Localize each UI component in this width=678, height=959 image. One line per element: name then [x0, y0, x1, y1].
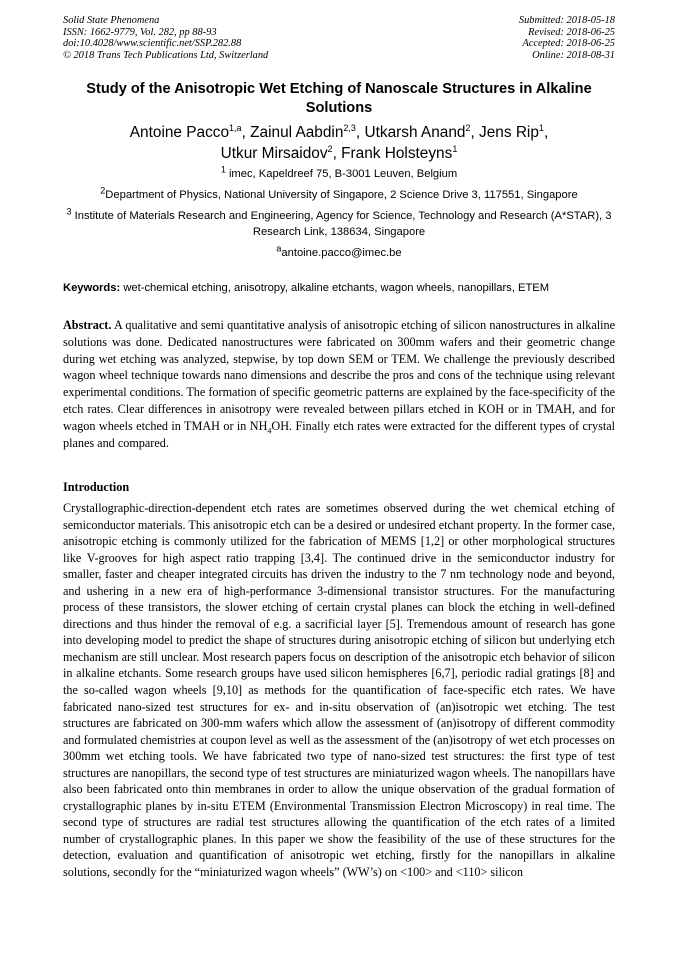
copyright-line: © 2018 Trans Tech Publications Ltd, Switzerland [63, 49, 269, 61]
keywords-text: wet-chemical etching, anisotropy, alkaline etchants, wagon wheels, nanopillars, ETEM [123, 282, 550, 294]
author-affiliation-mark: 1 [452, 143, 458, 154]
affiliation-3: $^3$ Institute of Materials Research and Engineering, Agency for Science, Technology and Research (A*STAR), 3 Research Link, 138634, Singapore [66, 206, 612, 238]
author-affiliation-mark: 1 [538, 122, 544, 133]
author-affiliation-mark: 1,a [229, 122, 242, 133]
author-affiliation-mark: 2 [327, 143, 333, 154]
author-affiliation-mark: 2,3 [343, 122, 356, 133]
accepted-date: Accepted: 2018-06-25 [522, 38, 615, 50]
online-date: Online: 2018-08-31 [532, 49, 615, 61]
affiliation-2: $^2$Department of Physics, National University of Singapore, 2 Science Drive 3, 117551, Singapore [100, 185, 578, 201]
author-name: Utkarsh Anand [364, 124, 466, 141]
author-name: Zainul Aabdin [250, 124, 344, 141]
keywords [63, 281, 615, 295]
author-affiliation-mark: 2 [465, 122, 471, 133]
author-name: Utkur Mirsaidov [220, 145, 328, 162]
author-name: Frank Holsteyns [341, 145, 453, 162]
affiliation-1: $^1$ imec, Kapeldreef 75, B-3001 Leuven, Belgium [220, 164, 458, 180]
corresponding-email[interactable]: $^a$antoine.pacco@imec.be [276, 243, 402, 259]
introduction-paragraph: Crystallographic-direction-dependent etch rates are sometimes observed during the wet chemical etching of semiconductor materials. This anisotropic etch can be a desired or undesired etchant property. In the former case, anisotropic etching is commonly utilized for the fabrication of MEMS [1,2] or other morphological structures like V-grooves for high aspect ratio trapping [3,4]. The continued drive in the semiconductor industry for smaller, faster and cheaper integrated circuits has driven the industry to the 7 nm technology node and beyond, and ushering in a new era of high-performance 3-dimensional transistor structures. For the manufacturing process of these transistors, the slower etching of certain crystal planes can block the etching in well-defined directions and thus hinder the removal of e.g. a sacrificial layer [5]. Tremendous amount of research has gone into developing model to predict the shape of structures during anisotropic etching of silicon but underlying etch mechanism are still unclear. Most research papers focus on description of the anisotropic etch behavior of silicon in alkaline etchants. Some research groups have used silicon hemispheres [6,7], periodic radial gratings [8] and the so-called wagon wheels [9,10] as methods for the quantification of face-specific etch rates. We have fabricated nano-sized test structures for ex- and in-situ observation of (an)isotropic wet etching. The test structures are fabricated on 300-mm wafers which allow the assessment of (an)isotropy of different commodity and formulated chemistries at coupon level as well as the assessment of the (an)isotropy of wet etch processes on 300mm wet etching tools. We have fabricated two type of nano-sized test structures: the first type of test structures are nanopillars, the second type of test structures are miniaturized wagon wheels. The nanopillars have also been fabricated onto thin membranes in order to allow the unique observation of the gradual formation of crystallographic planes by in-situ ETEM (Environmental Transmission Electron Microscopy) in real time. The second type of structures are radial test structures allowing the quantification of the etch rates of a limited number of crystallographic planes. In this paper we show the feasibility of the use of these structures for the detection, evaluation and quantification of anisotropic wet etching, firstly for the nanopillars in alkaline solutions, secondly for the “miniaturized wagon wheels” (WW’s) on <100> and <110> silicon [63, 501, 615, 880]
paper-title: Study of the Anisotropic Wet Etching of Nanoscale Structures in Alkaline Solutions [86, 81, 592, 116]
section-heading-introduction: Introduction [63, 480, 130, 494]
author-name: Antoine Pacco [129, 124, 230, 141]
abstract: Abstract. A qualitative and semi quantitative analysis of anisotropic etching of silicon nanostructures in alkaline solutions was done. Dedicated nanostructures were fabricated on 300mm wafers and their geometric change during wet etching was analyzed, stepwise, by top down SEM or TEM. We challenge the previously described wagon wheel technique towards nano dimensions and describe the pros and cons of the technique using relevant experimental conditions. The formation of specific geometric patterns are explained by the face-specificity of the etch rates. Clear differences in anisotropy were revealed between pillars etched in KOH or in TMAH, and for wagon wheels etched in TMAH or in $NH_4OH$. Finally etch rates were extracted for the different types of crystal planes and compared. [63, 318, 616, 450]
revised-date: Revised: 2018-06-25 [528, 26, 615, 38]
journal-name: Solid State Phenomena [63, 15, 160, 26]
journal-header-right [519, 15, 615, 61]
doi-line[interactable]: doi:10.4028/www.scientific.net/SSP.282.88 [63, 38, 242, 50]
author-list: Antoine Pacco$^{1,a}$, Zainul Aabdin$^{2,3}$, Utkarsh Anand$^2$, Jens Rip$^1$, Utkur Mirsaidov$^2$, Frank Holsteyns$^1$ [129, 122, 549, 162]
issn-line: ISSN: 1662-9779, Vol. 282, pp 88-93 [63, 26, 217, 38]
submitted-date: Submitted: 2018-05-18 [518, 15, 615, 26]
journal-header-left [63, 15, 268, 61]
keywords-label: Keywords: [63, 282, 121, 294]
abstract-label: Abstract. [63, 318, 112, 332]
author-name: Jens Rip [479, 124, 539, 141]
